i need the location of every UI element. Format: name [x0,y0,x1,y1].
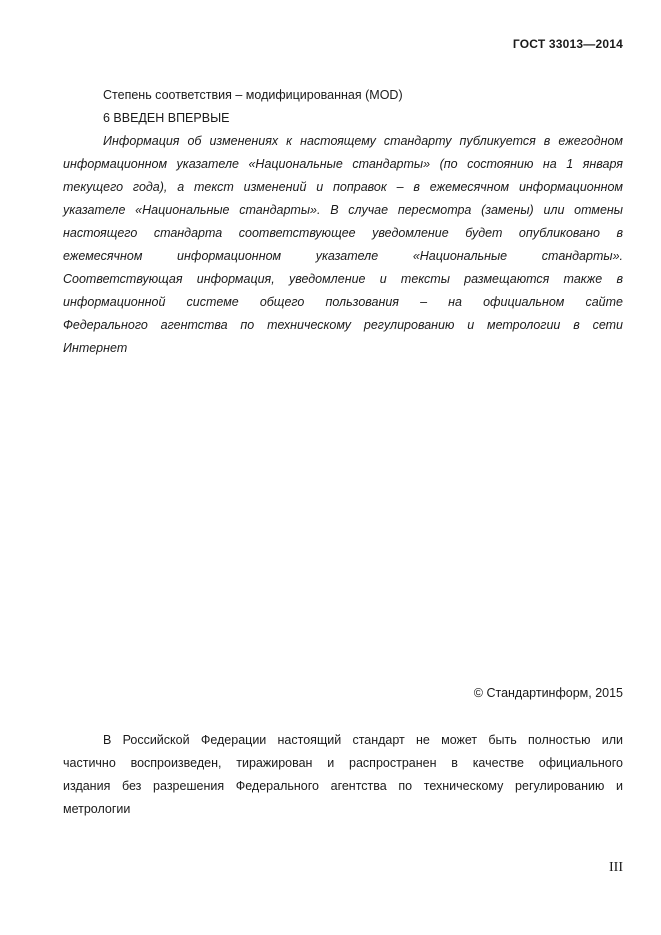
legal-line: В Российской Федерации настоящий стандарт не может быть полностью или [103,733,623,747]
introduced-first-time: 6 ВВЕДЕН ВПЕРВЫЕ [103,111,230,125]
info-line: Информация об изменениях к настоящему стандарту публикуется в ежегодном [103,134,623,148]
info-line: указателе «Национальные стандарты». В случае пересмотра (замены) или отмены [63,203,623,217]
info-line: информационной системе общего пользования – на официальном сайте [63,295,623,309]
info-line: ежемесячном информационном указателе «Национальные стандарты». [63,249,623,263]
info-line: Федерального агентства по техническому регулированию и метрологии в сети [63,318,623,332]
page-number: III [609,860,623,875]
legal-line: издания без разрешения Федерального агентства по техническому регулированию и [63,779,623,793]
legal-line: метрологии [63,802,131,816]
info-line: настоящего стандарта соответствующее уведомление будет опубликовано в [63,226,623,240]
copyright-notice: © Стандартинформ, 2015 [473,686,623,700]
document-number: ГОСТ 33013—2014 [512,37,623,51]
info-line: Интернет [63,341,128,355]
degree-of-conformity: Степень соответствия – модифицированная (MOD) [103,88,403,102]
info-line: Соответствующая информация, уведомление и тексты размещаются также в [63,272,623,286]
legal-line: частично воспроизведен, тиражирован и распространен в качестве официального [63,756,623,770]
info-line: текущего года), а текст изменений и поправок – в ежемесячном информационном [63,180,623,194]
info-line: информационном указателе «Национальные стандарты» (по состоянию на 1 января [63,157,623,171]
